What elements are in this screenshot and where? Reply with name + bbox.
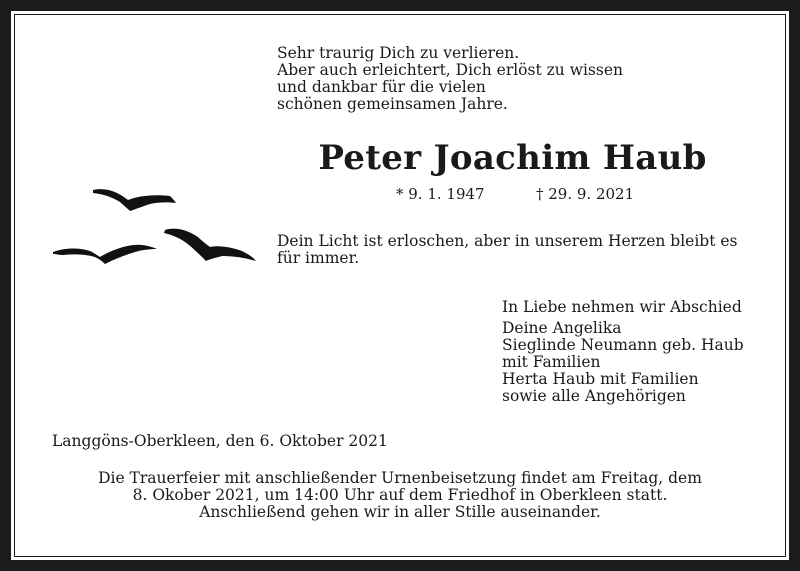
family-line: mit Familien — [502, 353, 601, 371]
quote-line: schönen gemeinsamen Jahre. — [277, 95, 508, 113]
light-line: Dein Licht ist erloschen, aber in unserem Herzen bleibt es — [277, 232, 738, 250]
quote-line: und dankbar für die vielen — [277, 78, 486, 96]
family-line: Sieglinde Neumann geb. Haub — [502, 336, 744, 354]
family-line: Herta Haub mit Familien — [502, 370, 699, 388]
service-line: Anschließend gehen wir in aller Stille auseinander. — [199, 503, 601, 521]
deceased-name: Peter Joachim Haub — [318, 138, 707, 178]
quote-line: Sehr traurig Dich zu verlieren. — [277, 44, 520, 62]
family-line: sowie alle Angehörigen — [502, 387, 686, 405]
flying-birds-icon — [50, 183, 262, 273]
family-line: Deine Angelika — [502, 319, 622, 337]
light-text — [277, 233, 738, 267]
family-block — [502, 299, 744, 405]
service-line: 8. Okober 2021, um 14:00 Uhr auf dem Friedhof in Oberkleen statt. — [132, 486, 668, 504]
service-line: Die Trauerfeier mit anschließender Urnenbeisetzung findet am Freitag, dem — [98, 469, 702, 487]
opening-quote — [277, 45, 623, 113]
birth-date: * 9. 1. 1947 — [396, 185, 485, 203]
service-info — [0, 470, 800, 521]
light-line: für immer. — [277, 249, 360, 267]
death-date: † 29. 9. 2021 — [536, 185, 635, 203]
farewell-line: In Liebe nehmen wir Abschied — [502, 298, 742, 316]
quote-line: Aber auch erleichtert, Dich erlöst zu wissen — [277, 61, 623, 79]
place-date: Langgöns-Oberkleen, den 6. Oktober 2021 — [52, 432, 388, 450]
